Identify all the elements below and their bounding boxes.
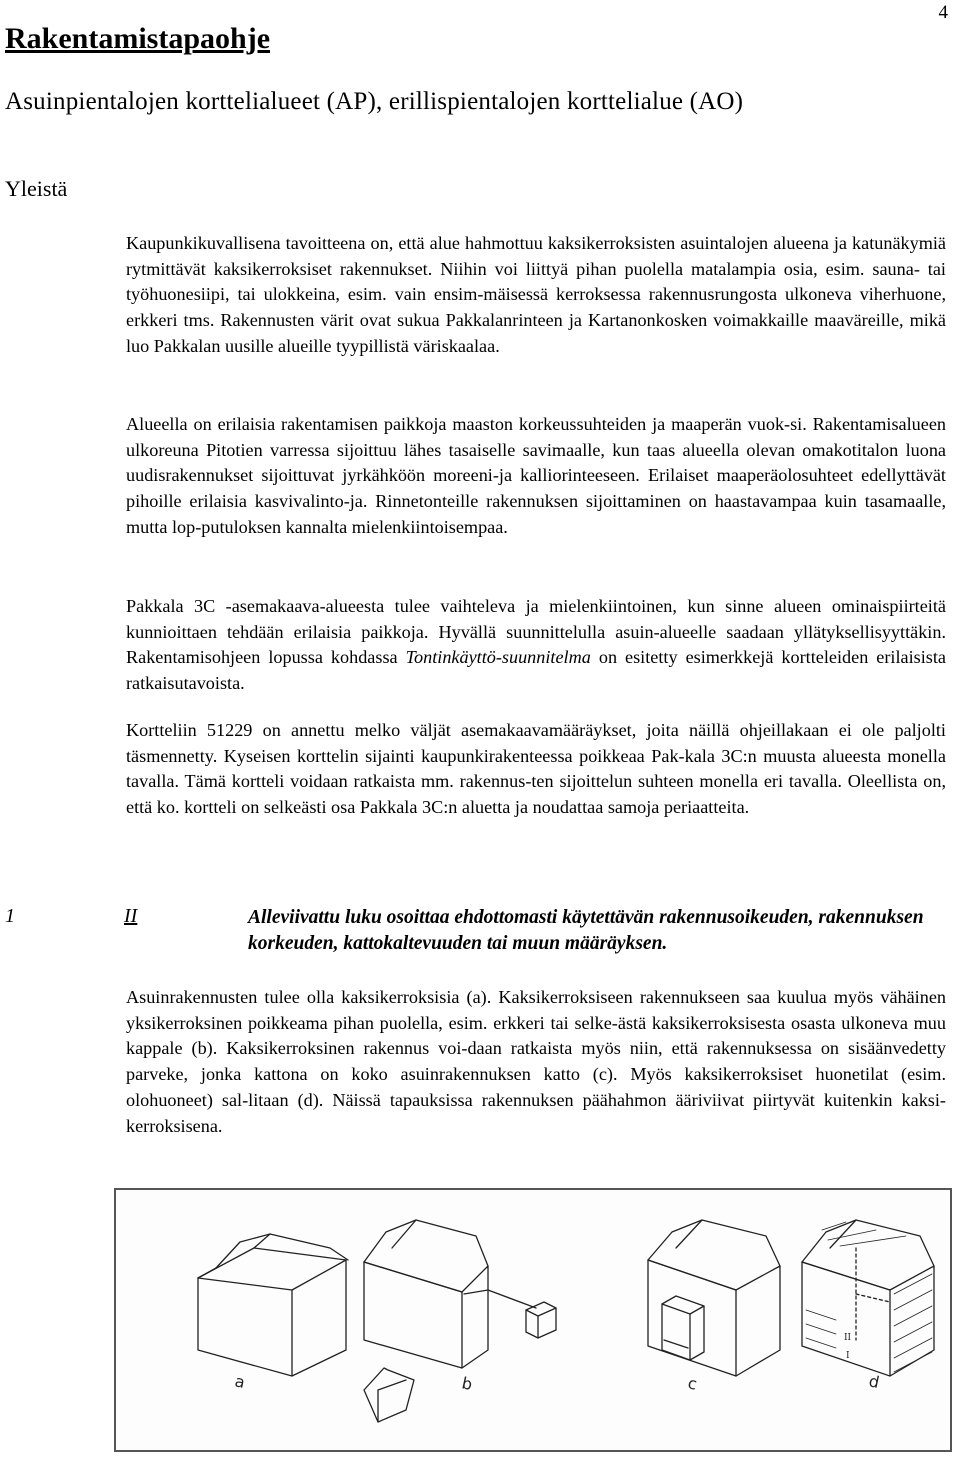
house-sketch-a	[198, 1234, 348, 1376]
paragraph-italic-term: Tontinkäyttö-suunnitelma	[405, 647, 591, 668]
section-heading: Yleistä	[5, 176, 68, 201]
house-sketch-c	[648, 1220, 780, 1376]
paragraph-block-51229: Kortteliin 51229 on annettu melko väljät asemakaavamääräykset, joita näillä ohjeillakaan ei ole paljolti täsmennetty. Kyseisen korttelin sijainti kaupunkirakenteessa poikkeaa Pak-kala 3C:n muusta alueesta monella tavalla. Tämä kortteli voidaan ratkaista mm. rakennus-ten sijoittelun suhteen monella eri tavalla. Oleellista on, että ko. kortteli on selkeästi osa Pakkala 3C:n aluetta ja noudattaa samoja periaatteita.	[126, 720, 946, 818]
rule-code: II	[124, 905, 138, 927]
figure-label-b: b	[460, 1373, 475, 1395]
figure-label-d: d	[867, 1371, 882, 1393]
page-subtitle: Asuinpientalojen korttelialueet (AP), erillispientalojen korttelialue (AO)	[5, 88, 744, 115]
building-sketches	[116, 1190, 950, 1450]
figure-roman-upper: II	[844, 1333, 852, 1343]
building-types-figure	[114, 1188, 952, 1452]
paragraph-terrain: Alueella on erilaisia rakentamisen paikkoja maaston korkeussuhteiden ja maaperän vuok-si. Rakentamisalueen ulkoreuna Pitotien varressa sijoittuu lähes tasaiselle savimaalle, kun taas alueella olevan omakotitalon luona uudisrakennukset sijoittuvat jyrkähköön moreeni-ja kalliorinteeseen. Erilaiset maaperäolosuhteet edellyttävät pihoille erilaisia kasvivalinto-ja. Rinnetonteille rakennuksen sijoittaminen on haastavampaa kuin tasamaalle, mutta lop-putuloksen kannalta mielenkiintoisempaa.	[126, 414, 946, 537]
figure-label-a: a	[233, 1371, 247, 1392]
paragraph-text: Pakkala 3C -asemakaava-alueesta tulee vaihteleva ja mielenkiintoinen, kun sinne alueen ominaispiirteitä kunnioittaen tehdään erilaisia paikkoja. Hyvällä suunnittelulla asuin-alueelle saadaan yllätyksellisyyttäkin. Rakentamisohjeen lopussa kohdassa	[126, 596, 946, 668]
paragraph-text: on esitetty esimerkkejä kortteleiden erilaisista ratkaisutavoista.	[126, 647, 946, 694]
rule-description: Alleviivattu luku osoittaa ehdottomasti käytettävän rakennusoikeuden, rakennuksen korkeuden, kattokaltevuuden tai muun määräyksen.	[248, 907, 924, 954]
page-number: 4	[938, 2, 948, 23]
page-title: Rakentamistapaohje	[5, 22, 271, 55]
figure-label-c: c	[686, 1373, 699, 1394]
paragraph-two-storey: Asuinrakennusten tulee olla kaksikerroksisia (a). Kaksikerroksiseen rakennukseen saa kuulua myös vähäinen yksikerroksinen poikkeama pihan puolella, esim. erkkeri tai selke-ästä kaksikerroksisesta osasta ulkoneva muu kappale (b). Kaksikerroksinen rakennus voi-daan ratkaista myös niin, että rakennuksessa on sisäänvedetty parveke, jonka kattona on koko asuinrakennuksen katto (c). Myös kaksikerroksiset huonetilat (esim. olohuoneet) sal-litaan (d). Näissä tapauksissa rakennuksen päähahmon ääriviivat piirtyvät kuitenkin kaksi-kerroksisena.	[126, 987, 946, 1136]
paragraph-general-goal: Kaupunkikuvallisena tavoitteena on, että alue hahmottuu kaksikerroksisten asuintalojen alueena ja katunäkymiä rytmittävät kaksikerroksiset rakennukset. Niihin voi liittyä pihan puolella matalampia osia, esim. sauna- tai työhuonesiipi, tai ulokkeina, esim. vain ensim-mäisessä kerroksessa rakennusrungosta ulkoneva viherhuone, erkkeri tms. Rakennusten värit ovat sukua Pakkalanrinteen ja Kartanonkosken voimakkaille maaväreille, mikä luo Pakkalan uusille alueille tyypillistä väriskaalaa.	[126, 233, 946, 356]
paragraph-area-character	[126, 594, 946, 697]
house-sketch-d	[802, 1220, 934, 1376]
rule-number: 1	[5, 905, 15, 927]
figure-roman-lower: I	[846, 1351, 850, 1361]
